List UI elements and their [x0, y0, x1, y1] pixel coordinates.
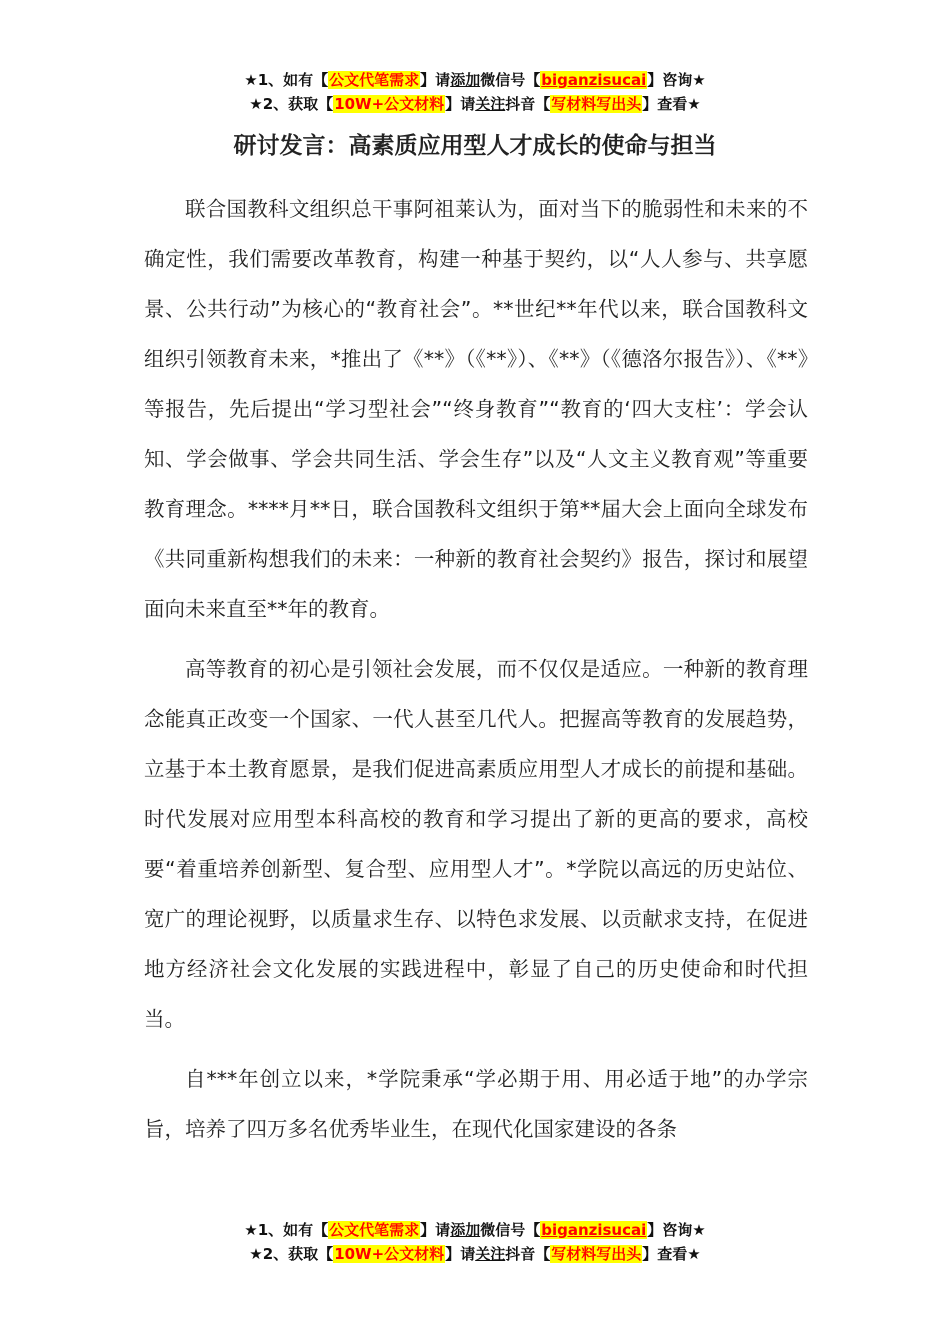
banner-highlight: 10W+公文材料	[334, 95, 445, 113]
paragraph-1: 联合国教科文组织总干事阿祖莱认为，面对当下的脆弱性和未来的不确定性，我们需要改革教育，构建一种基于契约，以“人人参与、共享愿景、公共行动”为核心的“教育社会”。**世纪**年代以来，联合国教科文组织引领教育未来，*推出了《**》（《**》）、《**》（《德洛尔报告》）、《**》等报告，先后提出“学习型社会”“终身教育”“教育的‘四大支柱’：学会认知、学会做事、学会共同生活、学会生存”以及“人文主义教育观”等重要教育理念。****月**日，联合国教科文组织于第**届大会上面向全球发布《共同重新构想我们的未来：一种新的教育社会契约》报告，探讨和展望面向未来直至**年的教育。	[144, 197, 808, 621]
document-title: 研讨发言：高素质应用型人才成长的使命与担当	[233, 133, 717, 159]
banner-text: 】请	[445, 1245, 476, 1263]
banner-text: 】请	[420, 1221, 451, 1239]
banner-text: 】查看★	[642, 95, 701, 113]
banner-text: ★1、如有【	[244, 1221, 329, 1239]
banner-line-2	[0, 1242, 950, 1266]
wechat-id-highlight: biganzisucai	[541, 71, 647, 89]
banner-text: 】请	[445, 95, 476, 113]
banner-text: ★2、获取【	[249, 1245, 334, 1263]
wechat-id-highlight: biganzisucai	[541, 1221, 647, 1239]
paragraph-3: 自***年创立以来，*学院秉承“学必期于用、用必适于地”的办学宗旨，培养了四万多名优秀毕业生，在现代化国家建设的各条	[144, 1067, 808, 1141]
douyin-id-highlight: 写材料写出头	[551, 95, 642, 113]
banner-highlight: 10W+公文材料	[334, 1245, 445, 1263]
header-banner	[0, 68, 950, 116]
banner-text: ★2、获取【	[249, 95, 334, 113]
banner-text: 抖音【	[505, 95, 551, 113]
document-body	[144, 184, 808, 1164]
banner-highlight: 公文代笔需求	[329, 71, 420, 89]
banner-text: 】咨询★	[647, 71, 706, 89]
banner-emphasis: 关注	[475, 95, 506, 113]
banner-text: 微信号【	[480, 1221, 541, 1239]
banner-line-1	[0, 1218, 950, 1242]
footer-banner	[0, 1218, 950, 1266]
banner-text: 】请	[420, 71, 451, 89]
banner-emphasis: 添加	[450, 1221, 481, 1239]
banner-highlight: 公文代笔需求	[329, 1221, 420, 1239]
banner-text: 微信号【	[480, 71, 541, 89]
banner-text: 】查看★	[642, 1245, 701, 1263]
paragraph-2: 高等教育的初心是引领社会发展，而不仅仅是适应。一种新的教育理念能真正改变一个国家、一代人甚至几代人。把握高等教育的发展趋势，立基于本土教育愿景，是我们促进高素质应用型人才成长的前提和基础。时代发展对应用型本科高校的教育和学习提出了新的更高的要求，高校要“着重培养创新型、复合型、应用型人才”。*学院以高远的历史站位、宽广的理论视野，以质量求生存、以特色求发展、以贡献求支持，在促进地方经济社会文化发展的实践进程中，彰显了自己的历史使命和时代担当。	[144, 657, 808, 1031]
banner-text: 抖音【	[505, 1245, 551, 1263]
banner-line-1	[0, 68, 950, 92]
douyin-id-highlight: 写材料写出头	[551, 1245, 642, 1263]
banner-line-2	[0, 92, 950, 116]
banner-text: 】咨询★	[647, 1221, 706, 1239]
banner-emphasis: 关注	[475, 1245, 506, 1263]
banner-text: ★1、如有【	[244, 71, 329, 89]
banner-emphasis: 添加	[450, 71, 481, 89]
